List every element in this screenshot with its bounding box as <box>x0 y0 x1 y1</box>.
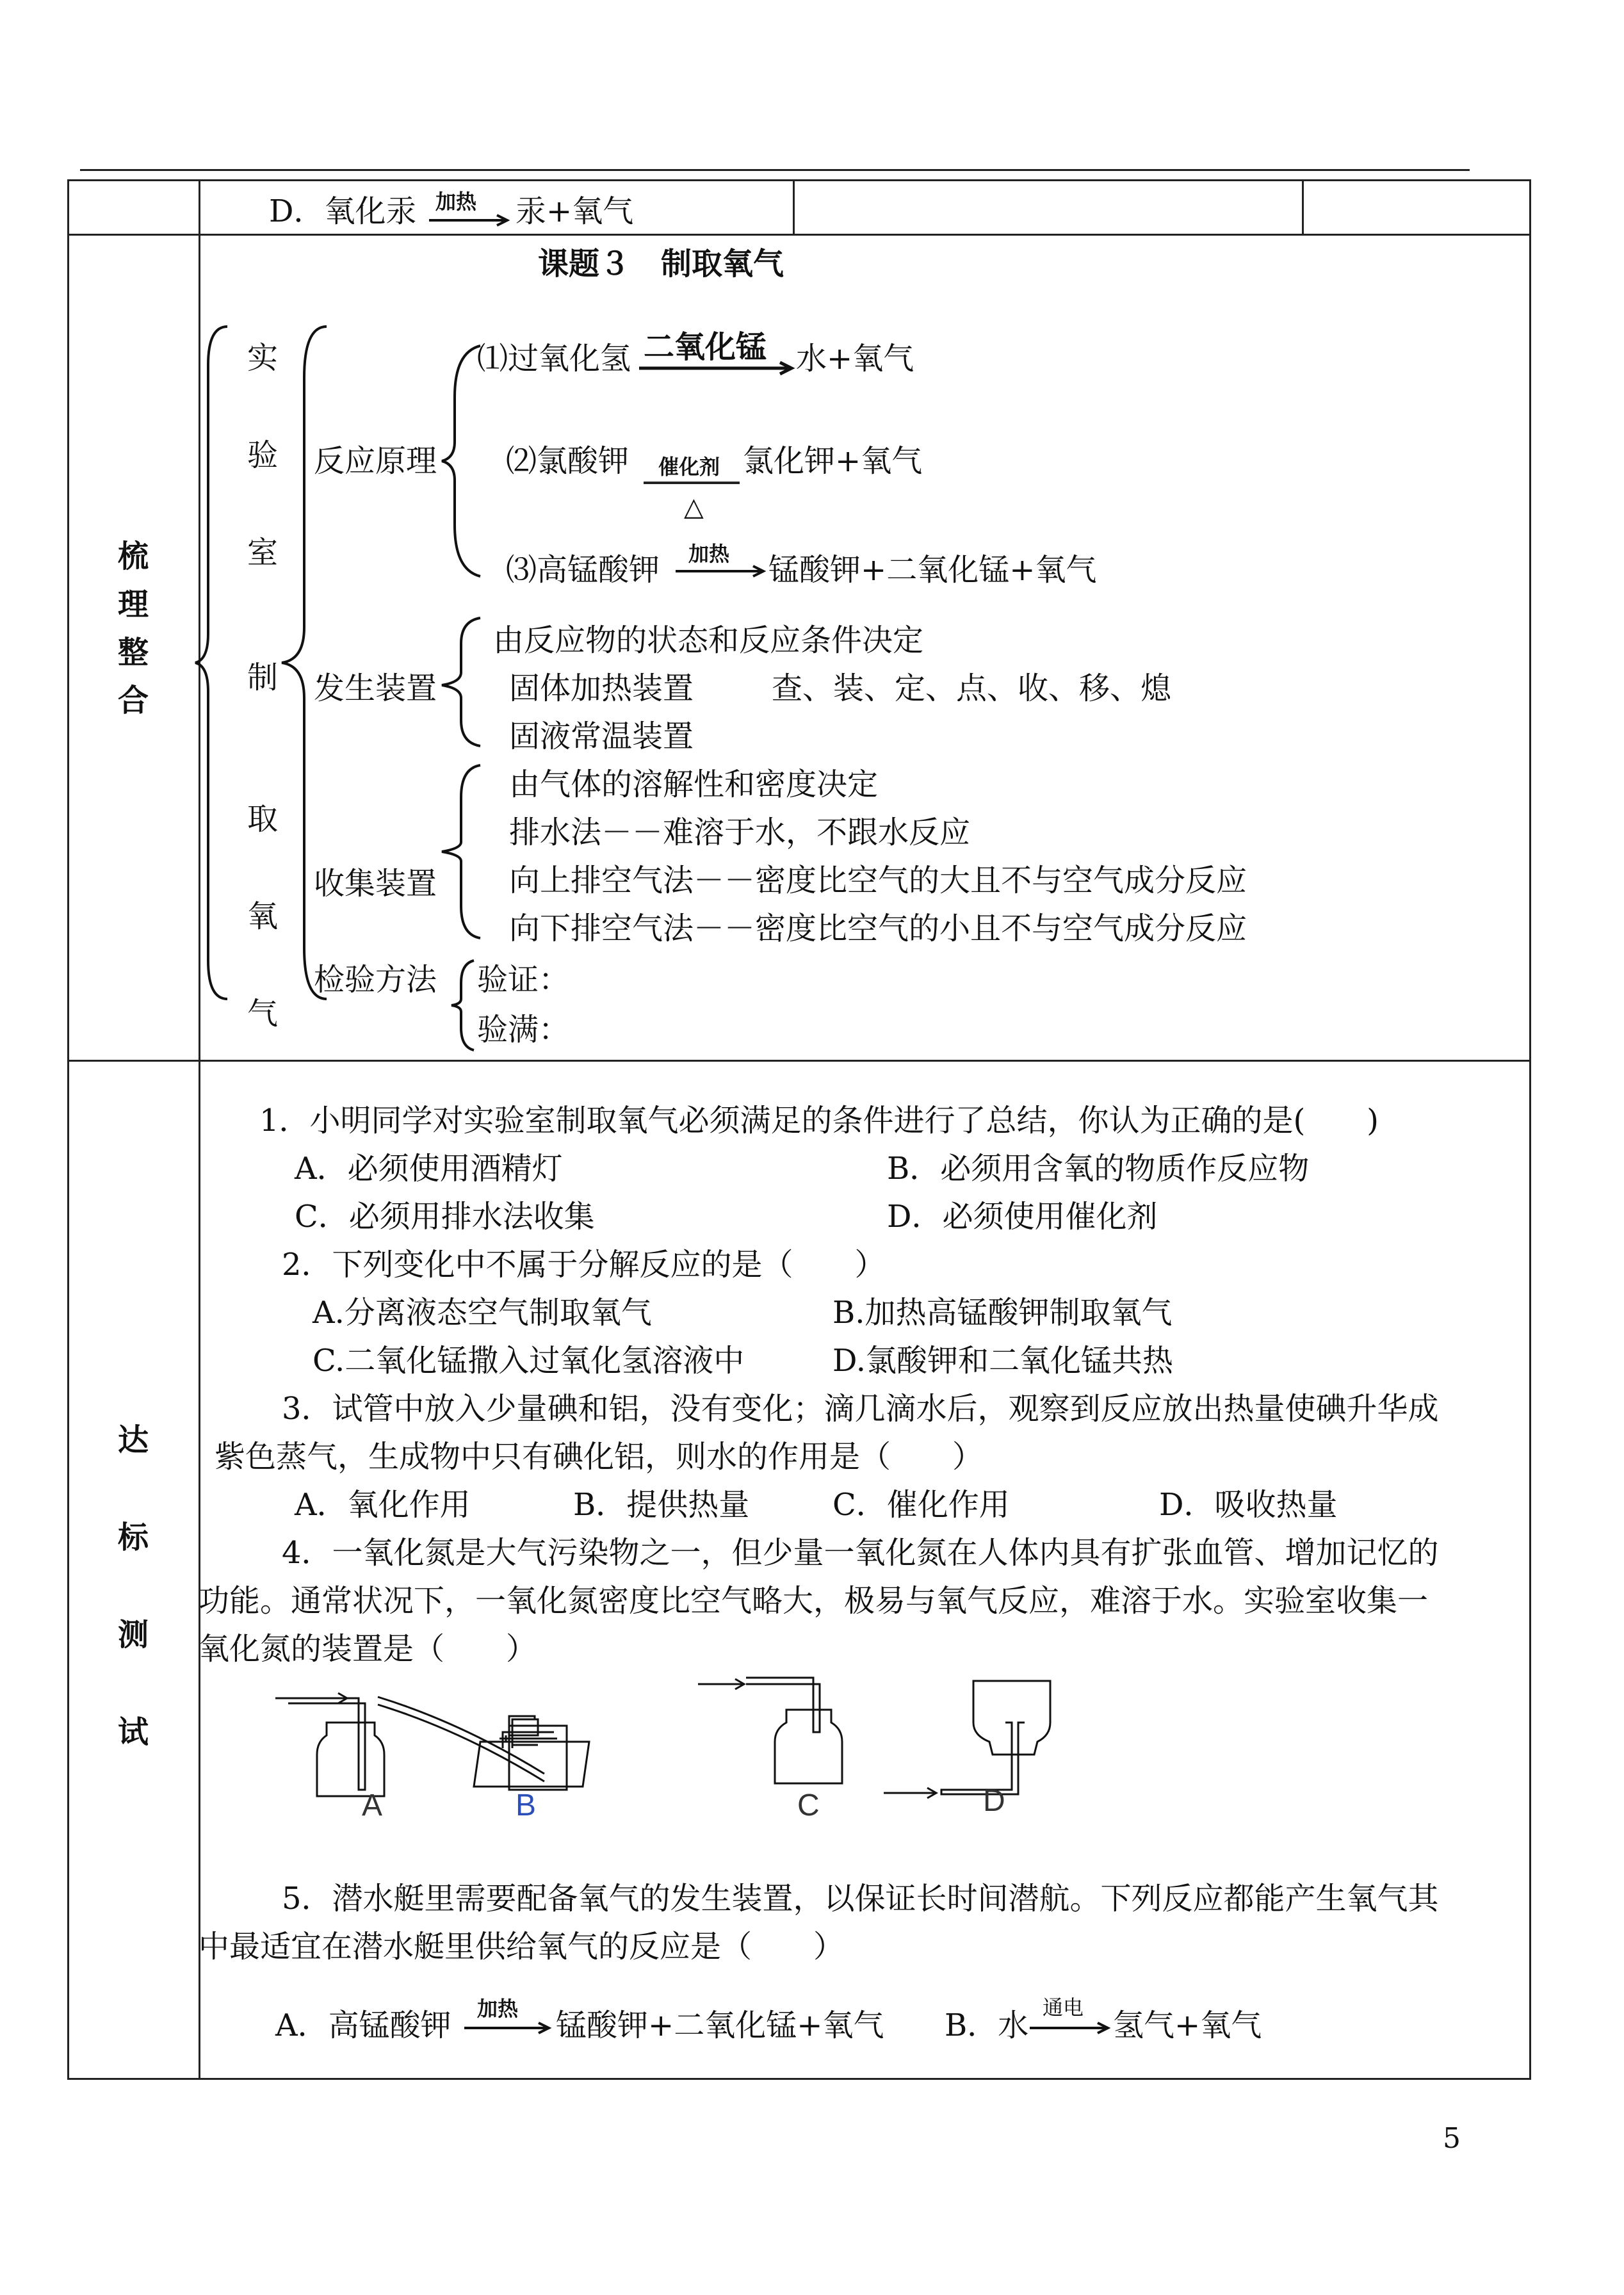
figure-label-b: B <box>516 1788 537 1822</box>
header-products: 汞+氧气 <box>516 193 634 229</box>
q2-option-a: A.分离液态空气制取氧气 <box>313 1295 652 1331</box>
figure-label-d: D <box>983 1784 1005 1818</box>
q2-option-b: B.加热高锰酸钾制取氧气 <box>832 1295 1173 1331</box>
collect-line4: 向下排空气法－－密度比空气的小且不与空气成分反应 <box>509 911 1247 946</box>
q1-option-a: A．必须使用酒精灯 <box>295 1151 563 1187</box>
question4-line3: 氧化氮的装置是（ ） <box>199 1631 537 1667</box>
apparatus-steps: 查、装、定、点、收、移、熄 <box>772 670 1172 706</box>
section1-label: 梳 理 整 合 <box>117 539 149 718</box>
reaction2-prefix: ⑵氯酸钾 <box>506 443 629 479</box>
outer-brace <box>195 327 234 999</box>
question5-line1: 5．潜水艇里需要配备氧气的发生装置，以保证长时间潜航。下列反应都能产生氧气其 <box>282 1881 1439 1917</box>
reaction3-prefix: ⑶高锰酸钾 <box>506 552 660 588</box>
q5-option-a-prefix: A．高锰酸钾 <box>275 2007 451 2043</box>
reaction1-products: 水+氧气 <box>796 341 914 377</box>
table-border-right <box>1529 179 1531 2080</box>
header-arrow-label: 加热 <box>435 190 477 214</box>
collect-line1: 由气体的溶解性和密度决定 <box>509 766 879 802</box>
reaction1-arrow <box>639 362 796 375</box>
reaction1-condition: 二氧化锰 <box>644 329 767 365</box>
table-border-row1 <box>67 234 1531 236</box>
collect-brace <box>442 765 487 938</box>
table-border-left <box>67 179 69 2080</box>
apparatus-line3: 固液常温装置 <box>509 718 694 754</box>
apparatus-d <box>884 1681 1050 1798</box>
q1-option-b: B．必须用含氧的物质作反应物 <box>887 1151 1310 1187</box>
q2-option-c: C.二氧化锰撒入过氧化氢溶液中 <box>313 1343 745 1379</box>
question5-line2: 中最适宜在潜水艇里供给氧气的反应是（ ） <box>199 1929 845 1965</box>
table-border-col2 <box>793 179 795 236</box>
figure-label-a: A <box>362 1788 383 1822</box>
test-line1: 验证： <box>477 962 570 998</box>
figure-label-c: C <box>797 1788 820 1822</box>
reaction3-condition: 加热 <box>688 542 730 566</box>
reaction2-equal-line <box>644 482 740 484</box>
test-line2: 验满： <box>477 1012 570 1048</box>
principle-brace <box>442 346 487 576</box>
q5-option-b-condition: 通电 <box>1043 1995 1084 2020</box>
collect-line3: 向上排空气法－－密度比空气的大且不与空气成分反应 <box>509 863 1247 898</box>
reaction2-products: 氯化钾+氧气 <box>743 443 923 479</box>
apparatus-label: 发生装置 <box>314 670 437 706</box>
section1-title: 课题３ 制取氧气 <box>538 246 784 282</box>
q3-option-b: B．提供热量 <box>573 1487 750 1523</box>
header-item-d: D．氧化汞 <box>269 193 417 229</box>
question1: 1．小明同学对实验室制取氧气必须满足的条件进行了总结，你认为正确的是( ) <box>259 1103 1379 1139</box>
question4-line2: 功能。通常状况下，一氧化氮密度比空气略大，极易与氧气反应，难溶于水。实验室收集一 <box>199 1583 1429 1619</box>
question3-line2: 紫色蒸气，生成物中只有碘化铝，则水的作用是（ ） <box>215 1439 984 1475</box>
principle-label: 反应原理 <box>314 443 437 479</box>
reaction1-prefix: ⑴过氧化氢 <box>477 341 631 377</box>
question3-line1: 3．试管中放入少量碘和铝，没有变化；滴几滴水后，观察到反应放出热量使碘升华成 <box>282 1391 1439 1427</box>
brace-label: 实 验 室 制 取 氧 气 <box>247 340 278 1032</box>
apparatus-line1: 由反应物的状态和反应条件决定 <box>493 622 924 658</box>
apparatus-line2: 固体加热装置 <box>509 670 694 706</box>
question4-line1: 4．一氧化氮是大气污染物之一，但少量一氧化氮在人体内具有扩张血管、增加记忆的 <box>282 1535 1439 1571</box>
apparatus-brace <box>442 618 487 746</box>
apparatus-b <box>378 1697 589 1790</box>
page-number: 5 <box>1443 2122 1461 2155</box>
q5-option-a-products: 锰酸钾+二氧化锰+氧气 <box>556 2007 884 2043</box>
apparatus-c <box>698 1678 842 1783</box>
collect-line2: 排水法－－难溶于水，不跟水反应 <box>509 815 971 850</box>
test-brace <box>451 961 477 1050</box>
question2: 2．下列变化中不属于分解反应的是（ ） <box>282 1247 886 1283</box>
q2-option-d: D.氯酸钾和二氧化锰共热 <box>832 1343 1174 1379</box>
table-border-col3 <box>1302 179 1304 236</box>
reaction3-arrow <box>676 565 768 578</box>
apparatus-figure <box>269 1671 1434 1822</box>
reaction3-products: 锰酸钾+二氧化锰+氧气 <box>768 552 1097 588</box>
q3-option-a: A．氧化作用 <box>295 1487 471 1523</box>
reaction2-heat: △ <box>684 492 704 522</box>
header-rule <box>80 169 1470 171</box>
q5-option-b-arrow <box>1030 2022 1113 2034</box>
q5-option-b-products: 氢气+氧气 <box>1113 2007 1262 2043</box>
table-border-top <box>67 179 1531 181</box>
apparatus-a <box>275 1693 384 1796</box>
reaction2-catalyst: 催化剂 <box>658 455 720 479</box>
q3-option-d: D．吸收热量 <box>1159 1487 1338 1523</box>
q5-option-a-arrow <box>464 2022 554 2034</box>
q5-option-b-prefix: B．水 <box>945 2007 1029 2043</box>
test-label: 检验方法 <box>314 962 437 998</box>
table-border-bottom <box>67 2078 1531 2080</box>
q1-option-c: C．必须用排水法收集 <box>295 1199 595 1235</box>
q1-option-d: D．必须使用催化剂 <box>887 1199 1158 1235</box>
header-arrow <box>429 214 512 227</box>
q5-option-a-condition: 加热 <box>477 1997 519 2021</box>
section2-label: 达 标 测 试 <box>117 1422 149 1750</box>
table-border-row2 <box>67 1060 1531 1062</box>
q3-option-c: C．催化作用 <box>832 1487 1010 1523</box>
collect-label: 收集装置 <box>314 866 437 902</box>
